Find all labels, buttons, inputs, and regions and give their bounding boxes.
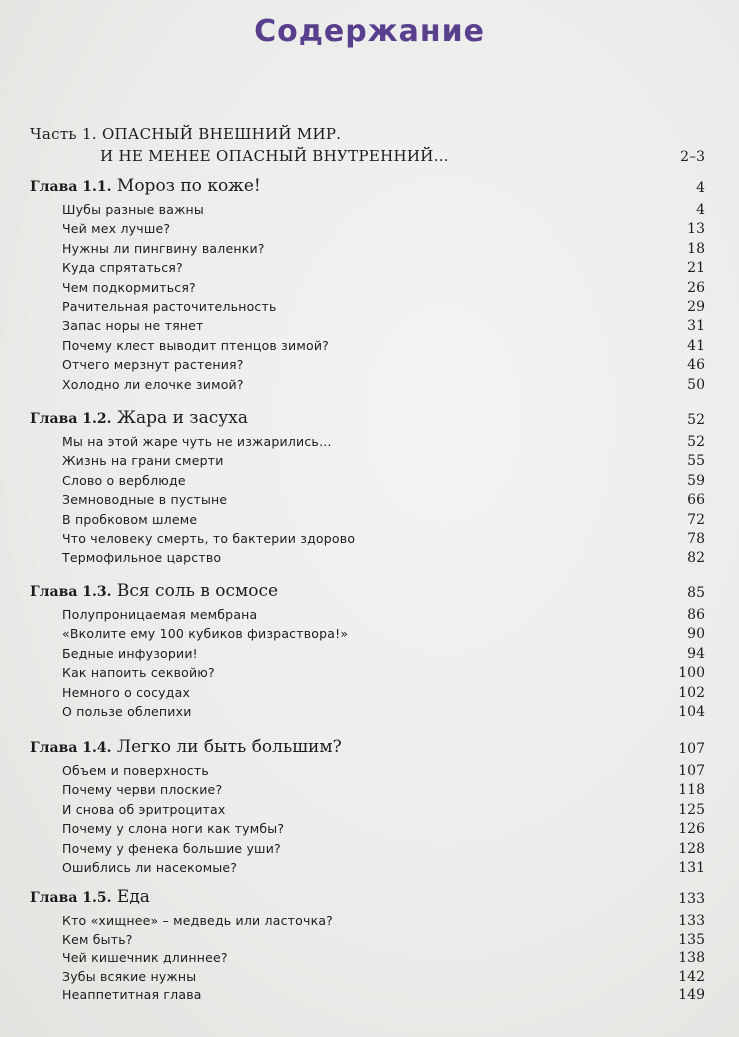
section-entry [30,357,705,375]
chapter-entry [30,408,705,430]
section-entry [30,626,705,644]
section-title: Полупроницаемая мембрана [62,607,258,622]
chapter-name: Жара и засуха [111,408,248,428]
section-page: 102 [678,685,705,701]
section-title: Чем подкормиться? [62,280,196,295]
section-entry [30,550,705,568]
section-page: 118 [678,782,705,798]
chapter-name: Мороз по коже! [111,176,261,196]
section-entry [30,841,705,859]
section-entry [30,453,705,471]
section-title: Куда спрятаться? [62,260,183,275]
chapter-page: 107 [678,741,705,757]
section-entry [30,318,705,336]
chapter-number: Глава 1.5. [30,890,112,906]
section-title: Бедные инфузории! [62,646,198,661]
section-title: Ошиблись ли насекомые? [62,860,238,875]
section-page: 50 [687,377,705,393]
section-title: Шубы разные важны [62,202,204,217]
section-title: Мы на этой жаре чуть не изжарились… [62,434,332,449]
section-title: Термофильное царство [62,550,222,565]
section-page: 52 [687,434,705,450]
section-entry [30,221,705,239]
section-title: Нужны ли пингвину валенки? [62,241,265,256]
section-title: Кто «хищнее» – медведь или ласточка? [62,913,334,928]
section-page: 128 [678,841,705,857]
section-page: 78 [687,531,705,547]
section-title: Объем и поверхность [62,763,209,778]
section-title: Неаппетитная глава [62,987,202,1002]
chapter-page: 4 [696,180,705,196]
section-page: 100 [678,665,705,681]
chapter-number: Глава 1.1. [30,179,112,195]
section-page: 55 [687,453,705,469]
page-title: Содержание [254,14,485,49]
chapter-page: 52 [687,412,705,428]
section-entry [30,338,705,356]
section-page: 59 [687,473,705,489]
chapter-page: 85 [687,585,705,601]
section-title: О пользе облепихи [62,704,192,719]
section-title: Как напоить секвойю? [62,665,215,680]
section-entry [30,377,705,395]
part-page: 2–3 [680,149,705,165]
chapter-name: Вся соль в осмосе [111,581,279,601]
section-entry [30,987,705,1005]
chapter-number: Глава 1.4. [30,740,112,756]
section-entry [30,969,705,987]
section-page: 41 [687,338,705,354]
section-entry [30,492,705,510]
part-title-line1: Часть 1. ОПАСНЫЙ ВНЕШНИЙ МИР. [30,125,342,143]
section-page: 126 [678,821,705,837]
section-page: 66 [687,492,705,508]
section-page: 135 [678,932,705,948]
section-page: 18 [687,241,705,257]
chapter-entry [30,581,705,603]
section-page: 131 [678,860,705,876]
section-title: Кем быть? [62,932,133,947]
section-entry [30,665,705,683]
section-entry [30,913,705,931]
section-title: Почему клест выводит птенцов зимой? [62,338,329,353]
section-entry [30,202,705,220]
section-title: «Вколите ему 100 кубиков физраствора!» [62,626,349,641]
section-page: 26 [687,280,705,296]
section-title: И снова об эритроцитах [62,802,226,817]
section-page: 82 [687,550,705,566]
section-title: Рачительная расточительность [62,299,277,314]
section-title: Почему у слона ноги как тумбы? [62,821,285,836]
section-page: 142 [678,969,705,985]
section-entry [30,512,705,530]
section-title: Жизнь на грани смерти [62,453,224,468]
section-title: Слово о верблюде [62,473,186,488]
section-page: 125 [678,802,705,818]
section-title: Немного о сосудах [62,685,191,700]
section-title: Почему черви плоские? [62,782,223,797]
section-entry [30,802,705,820]
chapter-entry [30,887,705,909]
section-title: Холодно ли елочке зимой? [62,377,244,392]
section-title: Запас норы не тянет [62,318,204,333]
chapter-entry [30,176,705,198]
section-page: 104 [678,704,705,720]
section-title: Отчего мерзнут растения? [62,357,244,372]
section-page: 13 [687,221,705,237]
section-entry [30,763,705,781]
section-entry [30,473,705,491]
section-entry [30,241,705,259]
chapter-name: Легко ли быть большим? [111,737,342,757]
section-page: 94 [687,646,705,662]
section-page: 107 [678,763,705,779]
chapter-title [30,408,248,428]
section-title: Земноводные в пустыне [62,492,228,507]
chapter-entry [30,737,705,759]
section-entry [30,932,705,950]
section-entry [30,704,705,722]
section-page: 138 [678,950,705,966]
section-title: Чей кишечник длиннее? [62,950,228,965]
part-entry [30,125,705,169]
section-page: 72 [687,512,705,528]
chapter-title [30,737,342,757]
section-entry [30,607,705,625]
section-title: Почему у фенека большие уши? [62,841,281,856]
section-entry [30,860,705,878]
section-page: 90 [687,626,705,642]
chapter-title [30,581,278,601]
section-entry [30,299,705,317]
section-title: Что человеку смерть, то бактерии здорово [62,531,356,546]
section-page: 31 [687,318,705,334]
section-page: 149 [678,987,705,1003]
chapter-page: 133 [678,891,705,907]
section-page: 29 [687,299,705,315]
section-entry [30,646,705,664]
chapter-name: Еда [111,887,150,907]
section-entry [30,685,705,703]
section-entry [30,280,705,298]
chapter-title [30,887,150,907]
section-title: Зубы всякие нужны [62,969,197,984]
chapter-title [30,176,261,196]
section-entry [30,531,705,549]
section-entry [30,950,705,968]
section-page: 133 [678,913,705,929]
section-title: Чей мех лучше? [62,221,171,236]
section-entry [30,782,705,800]
section-title: В пробковом шлеме [62,512,198,527]
section-entry [30,434,705,452]
chapter-number: Глава 1.3. [30,584,112,600]
section-entry [30,821,705,839]
section-page: 86 [687,607,705,623]
section-entry [30,260,705,278]
section-page: 21 [687,260,705,276]
section-page: 46 [687,357,705,373]
section-page: 4 [696,202,705,218]
chapter-number: Глава 1.2. [30,411,112,427]
part-title-line2: И НЕ МЕНЕЕ ОПАСНЫЙ ВНУТРЕННИЙ… [100,147,449,165]
